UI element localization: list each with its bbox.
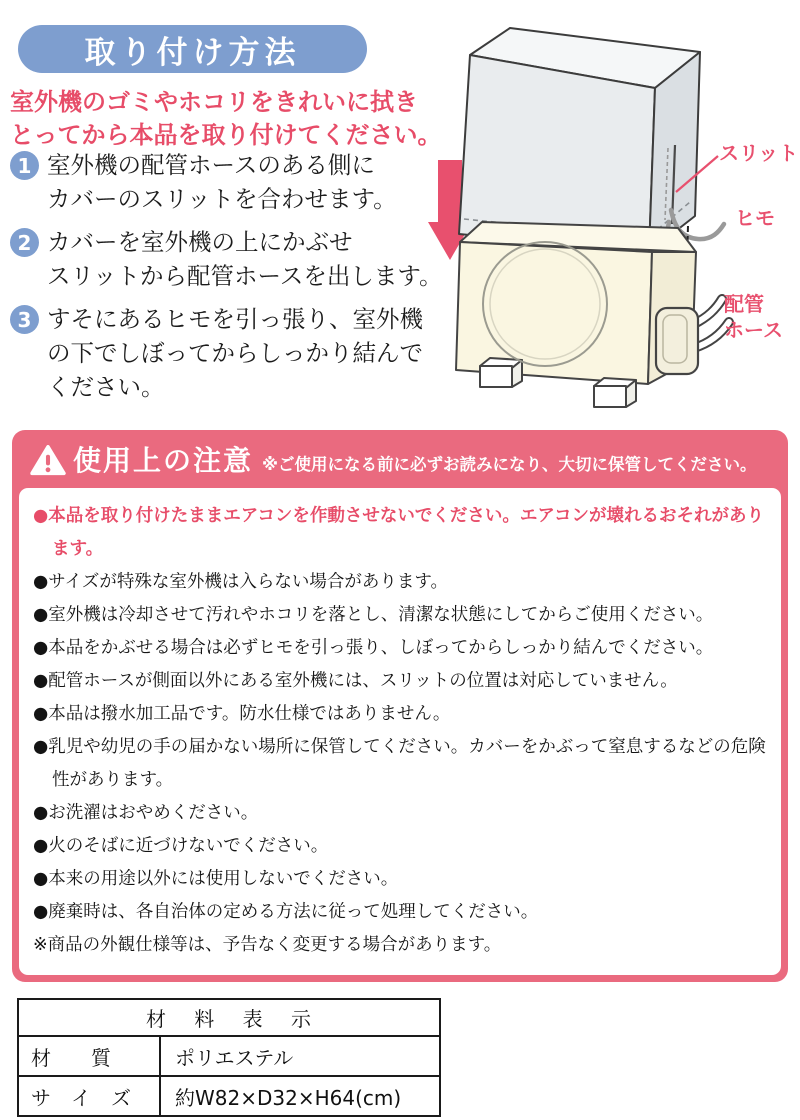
step-number-badge: 3 <box>10 305 39 334</box>
material-label: 材 質 <box>18 1036 160 1076</box>
asterisk-marker: ※ <box>33 935 48 955</box>
step-1 <box>10 148 450 216</box>
bullet-icon: ● <box>33 737 49 757</box>
notice-item: ●本品をかぶせる場合は必ずヒモを引っ張り、しぼってからしっかり結んでください。 <box>33 638 714 658</box>
material-table-title: 材 料 表 示 <box>18 999 440 1036</box>
bullet-icon: ● <box>33 902 49 922</box>
notice-item: ●室外機は冷却させて汚れやホコリを落とし、清潔な状態にしてからご使用ください。 <box>33 605 714 625</box>
notice-title: 使用上の注意 <box>73 444 254 477</box>
bullet-icon: ● <box>33 803 49 823</box>
installation-steps <box>10 148 450 413</box>
notice-subtitle: ※ご使用になる前に必ずお読みになり、大切に保管してください。 <box>262 454 757 474</box>
step-2 <box>10 225 450 293</box>
material-table <box>17 998 441 1117</box>
usage-notice-box <box>12 430 788 982</box>
bullet-icon: ● <box>33 836 49 856</box>
title-banner <box>18 25 367 73</box>
step-text <box>47 302 423 404</box>
notice-header <box>12 430 788 488</box>
notice-item: ●配管ホースが側面以外にある室外機には、スリットの位置は対応していません。 <box>33 671 678 691</box>
step-3 <box>10 302 450 404</box>
notice-item: ●サイズが特殊な室外機は入らない場合があります。 <box>33 572 448 592</box>
installation-diagram <box>418 8 800 418</box>
notice-item: ●お洗濯はおやめください。 <box>33 803 259 823</box>
page-title: 取り付け方法 <box>84 34 301 71</box>
intro-line: とってから本品を取り付けてください。 <box>10 121 442 149</box>
notice-item: ●乳児や幼児の手の届かない場所に保管してください。カバーをかぶって窒息するなどの危険性があります。 <box>33 737 766 790</box>
pipe-hose-label-line2: ホース <box>724 318 783 342</box>
bullet-icon: ● <box>33 869 49 889</box>
notice-item: ●廃棄時は、各自治体の定める方法に従って処理してください。 <box>33 902 539 922</box>
notice-item: ※商品の外観仕様等は、予告なく変更する場合があります。 <box>33 935 502 955</box>
table-header-row <box>18 999 440 1036</box>
bullet-icon: ● <box>33 704 49 724</box>
step-text <box>47 225 443 293</box>
material-value: ポリエステル <box>160 1036 440 1076</box>
notice-item: ●本品を取り付けたままエアコンを作動させないでください。エアコンが壊れるおそれがあります。 <box>33 506 765 559</box>
bullet-icon: ● <box>33 671 49 691</box>
string-label: ヒモ <box>735 206 775 230</box>
size-value: 約W82×D32×H64(cm) <box>160 1076 440 1116</box>
slit-label: スリット <box>719 141 799 165</box>
step-line: スリットから配管ホースを出します。 <box>47 262 443 290</box>
step-text <box>47 148 397 216</box>
pipe-cover-illustration <box>656 299 729 374</box>
notice-item: ●本品は撥水加工品です。防水仕様ではありません。 <box>33 704 451 724</box>
intro-line: 室外機のゴミやホコリをきれいに拭き <box>10 88 418 116</box>
notice-list <box>19 488 781 975</box>
step-line: の下でしぼってからしっかり結んで <box>47 339 423 367</box>
bullet-icon: ● <box>33 506 49 526</box>
notice-item: ●火のそばに近づけないでください。 <box>33 836 329 856</box>
cover-illustration <box>459 28 700 252</box>
bullet-icon: ● <box>33 605 49 625</box>
table-row <box>18 1076 440 1116</box>
step-number-badge: 1 <box>10 151 39 180</box>
table-row <box>18 1036 440 1076</box>
step-line: 室外機の配管ホースのある側に <box>47 151 375 179</box>
pipe-hose-label-line1: 配管 <box>724 292 764 316</box>
intro-text <box>10 86 460 152</box>
notice-item: ●本来の用途以外には使用しないでください。 <box>33 869 399 889</box>
step-line: カバーのスリットを合わせます。 <box>47 185 397 213</box>
step-line: ください。 <box>47 373 165 401</box>
bullet-icon: ● <box>33 572 49 592</box>
warning-triangle-icon <box>30 445 66 476</box>
bullet-icon: ● <box>33 638 49 658</box>
step-number-badge: 2 <box>10 228 39 257</box>
size-label: サ イ ズ <box>18 1076 160 1116</box>
step-line: カバーを室外機の上にかぶせ <box>47 228 353 256</box>
step-line: すそにあるヒモを引っ張り、室外機 <box>47 305 423 333</box>
